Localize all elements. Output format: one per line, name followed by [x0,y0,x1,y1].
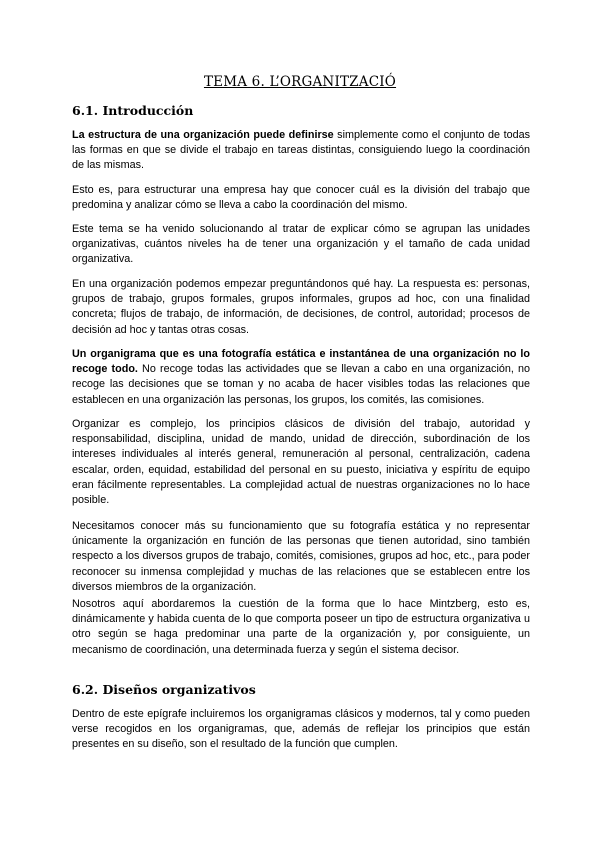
paragraph: Dentro de este epígrafe incluiremos los organigramas clásicos y modernos, tal y como pueden verse recogidos en los organigramas, que, además de reflejar los principios que están presentes en su diseño, son el resultado de la función que cumplen. [72,708,530,751]
paragraph: Necesitamos conocer más su funcionamiento que su fotografía estática y no representar únicamente la organización en función de las personas que tienen autoridad, sino también respecto a los diversos grupos de trabajo, comités, comisiones, grupos ad hoc, etc., para poder reconocer su inmensa complejidad y muchas de las relaciones que se establecen entre los diversos miembros de la organización. [72,520,530,593]
paragraph: Organizar es complejo, los principios clásicos de división del trabajo, autoridad y responsabilidad, disciplina, unidad de mando, unidad de dirección, subordinación de los intereses individuales al interés general, remuneración al personal, centralización, cadena escalar, orden, equidad, estabilidad del personal en su puesto, iniciativa y espíritu de equipo eran fácilmente representables. La complejidad actual de nuestras organizaciones no lo hace posible. [72,418,530,507]
paragraph-text: simplemente como el conjunto de todas las formas en que se divide el trabajo en tareas distintas, consiguiendo luego la coordinación de las mismas. [72,129,530,172]
paragraph: En una organización podemos empezar preguntándonos qué hay. La respuesta es: personas, grupos de trabajo, grupos formales, grupos informales, grupos ad hoc, con una finalidad concreta; flujos de trabajo, de información, de decisiones, de control, autoridad; procesos de decisión ad hoc y tantas otras cosas. [72,278,530,336]
paragraph-lead: Un organigrama que es una fotografía estática e instantánea de una organización no lo recoge todo. [72,348,530,376]
paragraph [72,128,530,174]
paragraph: Esto es, para estructurar una empresa hay que conocer cuál es la división del trabajo que predomina y analizar cómo se lleva a cabo la coordinación del mismo. [72,184,530,212]
section-heading-disenos: 6.2. Diseños organizativos [72,682,256,697]
paragraph-text: No recoge todas las actividades que se llevan a cabo en una organización, no recoge las decisiones que se toman y no acaba de hacer visibles todas las relaciones que establecen en una organización las personas, los grupos, los comités, las comisiones. [72,363,530,406]
paragraph: Nosotros aquí abordaremos la cuestión de la forma que lo hace Mintzberg, esto es, dinámicamente y habida cuenta de lo que comporta poseer un tipo de estructura organizativa u otro según se haga predominar una parte de la organización y, por consiguiente, un mecanismo de coordinación, una determinada fuerza y según el sistema decisor. [72,598,530,656]
paragraph: Este tema se ha venido solucionando al tratar de explicar cómo se agrupan las unidades organizativas, cuántos niveles ha de tener una organización y el tamaño de cada unidad organizativa. [72,223,530,266]
paragraph [72,347,530,408]
document-title: TEMA 6. L’ORGANITZACIÓ [203,74,397,90]
section-heading-introduccion: 6.1. Introducción [72,103,194,118]
paragraph-lead: La estructura de una organización puede definirse [72,129,334,141]
